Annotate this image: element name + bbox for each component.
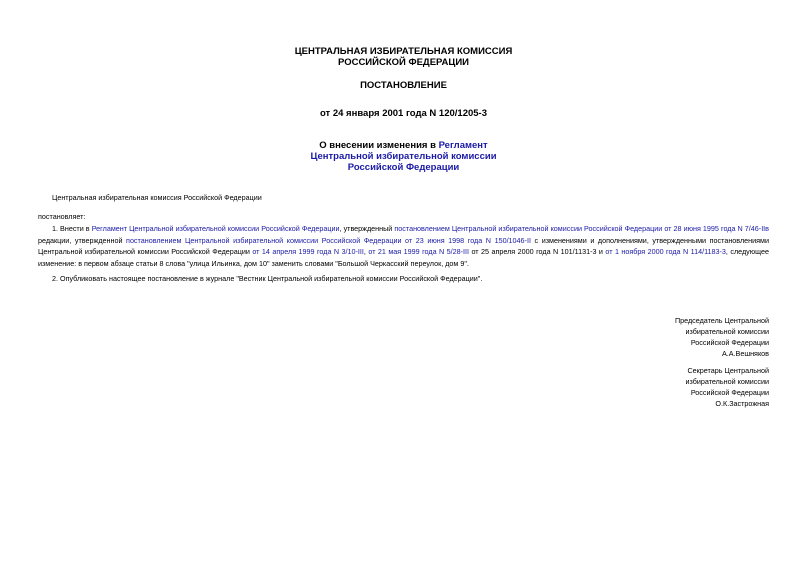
- regulation-link-line2[interactable]: Центральной избирательной комиссии: [310, 151, 497, 162]
- document-reference-link[interactable]: Регламент Центральной избирательной комиссии Российской Федерации: [91, 224, 340, 233]
- document-reference-link[interactable]: от 21 мая 1999 года N 5/28-III: [368, 247, 470, 256]
- signature-secretary: [560, 365, 769, 409]
- paragraph-text: , утвержденный: [339, 224, 395, 233]
- document-date-number: от 24 января 2001 года N 120/1205-3: [319, 108, 487, 119]
- document-reference-link[interactable]: от 14 апреля 1999 года N 3/10-III: [252, 247, 364, 256]
- secretary-title-line1: Секретарь Центральной: [687, 366, 769, 375]
- paragraph-text: 1. Внести в: [52, 224, 92, 233]
- document-subject-line1: [0, 140, 807, 151]
- regulation-link[interactable]: Регламент: [438, 140, 488, 151]
- document-reference-link[interactable]: от 1 ноября 2000 года N 114/1183-3: [605, 247, 726, 256]
- document-reference-link[interactable]: постановлением Центральной избирательной комиссии Российской Федерации от 28 июня 1995 года N 7/46-IIв: [394, 224, 770, 233]
- secretary-name: О.К.Застрожная: [715, 399, 769, 408]
- paragraph-text: , следующее изменение: в первом абзаце статьи 8 слова "улица Ильинка, дом 10" заменить словами "Большой Черкасский переулок, дом 9".: [38, 247, 769, 268]
- org-name-line2: РОССИЙСКОЙ ФЕДЕРАЦИИ: [337, 57, 469, 68]
- paragraph-text: от 25 апреля 2000 года N 101/1131-3 и: [469, 247, 606, 256]
- preamble: Центральная избирательная комиссия Российской Федерации: [52, 193, 262, 202]
- document-reference-link[interactable]: постановлением Центральной избирательной комиссии Российской Федерации от 23 июня 1998 года N 150/1046-II: [126, 235, 531, 245]
- document-type: ПОСТАНОВЛЕНИЕ: [360, 80, 447, 91]
- chair-name: А.А.Вешняков: [721, 349, 769, 358]
- paragraph-text: редакции, утвержденной: [38, 235, 127, 245]
- secretary-title-line3: Российской Федерации: [690, 388, 769, 397]
- org-name-line1: ЦЕНТРАЛЬНАЯ ИЗБИРАТЕЛЬНАЯ КОМИССИЯ: [294, 46, 513, 57]
- signature-chair: [560, 315, 769, 359]
- subject-prefix: О внесении изменения в: [319, 140, 439, 151]
- paragraph-item-1: [38, 223, 769, 269]
- chair-title-line1: Председатель Центральной: [674, 316, 769, 325]
- secretary-title-line2: избирательной комиссии: [685, 377, 769, 386]
- resolves-label: постановляет:: [38, 212, 86, 221]
- paragraph-item-2: 2. Опубликовать настоящее постановление в журнале "Вестник Центральной избирательной комиссии Российской Федерации".: [52, 274, 483, 283]
- chair-title-line3: Российской Федерации: [690, 338, 769, 347]
- paragraph-text: с изменениями и дополнениями, утвержденными постановлениями Центральной избирательной комиссии Российской Федерации: [38, 235, 769, 256]
- regulation-link-line3[interactable]: Российской Федерации: [347, 162, 460, 173]
- paragraph-text: ,: [363, 247, 369, 256]
- chair-title-line2: избирательной комиссии: [685, 327, 769, 336]
